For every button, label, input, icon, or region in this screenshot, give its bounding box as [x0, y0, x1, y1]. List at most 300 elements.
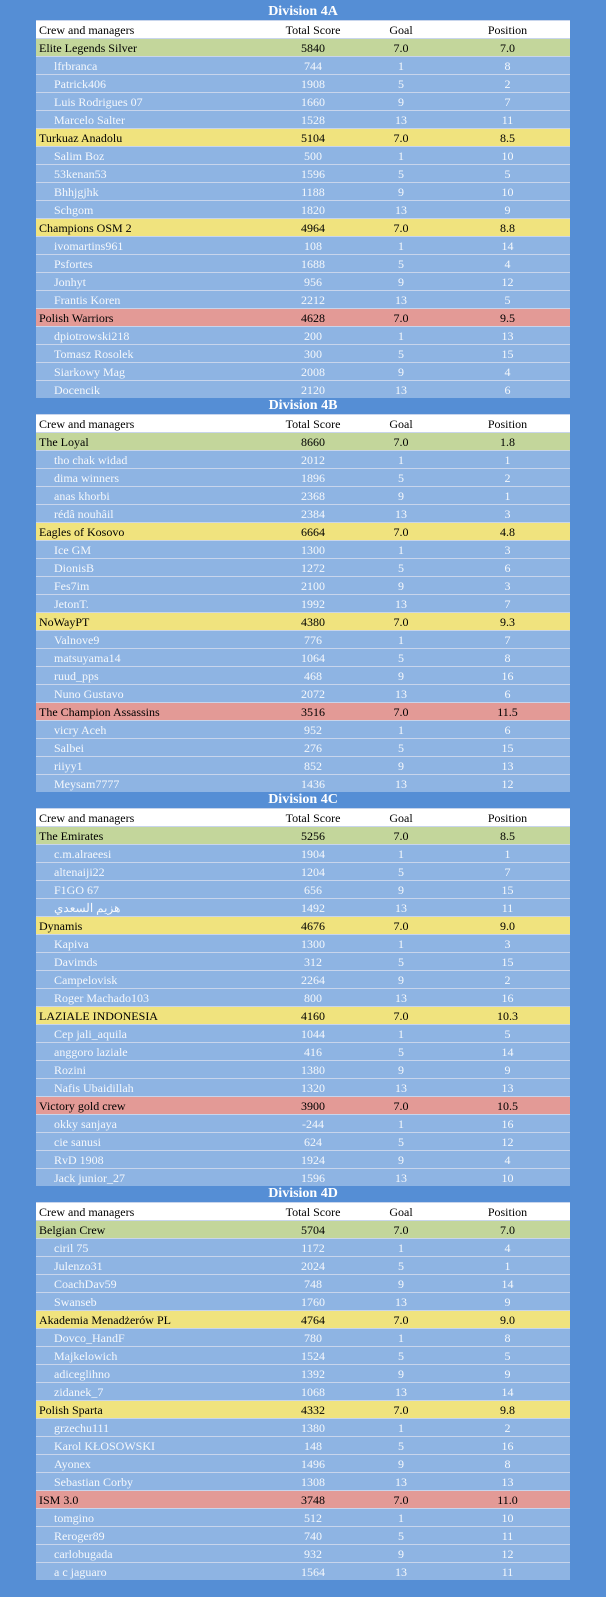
manager-row — [36, 881, 570, 899]
manager-row — [36, 953, 570, 971]
manager-row — [36, 1275, 570, 1293]
crew-name: The Emirates — [36, 827, 269, 845]
manager-row — [36, 989, 570, 1007]
manager-position: 1 — [445, 451, 570, 469]
manager-position: 12 — [445, 1545, 570, 1563]
manager-score: 2024 — [269, 1257, 357, 1275]
manager-row — [36, 1347, 570, 1365]
manager-position: 3 — [445, 935, 570, 953]
crew-total-score: 5704 — [269, 1221, 357, 1239]
manager-goal: 13 — [357, 201, 445, 219]
manager-goal: 13 — [357, 1079, 445, 1097]
manager-name: tho chak widad — [36, 451, 269, 469]
manager-goal: 13 — [357, 1563, 445, 1581]
manager-position: 11 — [445, 1527, 570, 1545]
manager-goal: 5 — [357, 739, 445, 757]
manager-goal: 1 — [357, 541, 445, 559]
manager-name: RvD 1908 — [36, 1151, 269, 1169]
manager-row — [36, 237, 570, 255]
manager-name: Jonhyt — [36, 273, 269, 291]
manager-row — [36, 1419, 570, 1437]
manager-position: 13 — [445, 1473, 570, 1491]
crew-total-score: 5840 — [269, 39, 357, 57]
manager-name: vicry Aceh — [36, 721, 269, 739]
manager-position: 16 — [445, 989, 570, 1007]
crew-row — [36, 309, 570, 327]
manager-position: 7 — [445, 863, 570, 881]
manager-goal: 1 — [357, 1419, 445, 1437]
crew-row — [36, 703, 570, 721]
manager-name: okky sanjaya — [36, 1115, 269, 1133]
manager-name: Marcelo Salter — [36, 111, 269, 129]
manager-position: 6 — [445, 381, 570, 399]
manager-goal: 1 — [357, 1329, 445, 1347]
manager-score: 2384 — [269, 505, 357, 523]
crew-row — [36, 129, 570, 147]
manager-name: riiyy1 — [36, 757, 269, 775]
manager-position: 4 — [445, 1151, 570, 1169]
manager-score: 1492 — [269, 899, 357, 917]
manager-name: Nuno Gustavo — [36, 685, 269, 703]
manager-name: هزيم السعدي — [36, 899, 269, 917]
crew-goal: 7.0 — [357, 1491, 445, 1509]
manager-row — [36, 757, 570, 775]
crew-total-score: 3516 — [269, 703, 357, 721]
manager-score: 740 — [269, 1527, 357, 1545]
manager-name: Dovco_HandF — [36, 1329, 269, 1347]
manager-goal: 13 — [357, 899, 445, 917]
crew-total-score: 8660 — [269, 433, 357, 451]
crew-goal: 7.0 — [357, 1007, 445, 1025]
crew-total-score: 4676 — [269, 917, 357, 935]
manager-row — [36, 255, 570, 273]
crew-row — [36, 1401, 570, 1419]
manager-goal: 1 — [357, 631, 445, 649]
manager-row — [36, 1365, 570, 1383]
crew-goal: 7.0 — [357, 827, 445, 845]
standings-table — [36, 1202, 570, 1580]
manager-row — [36, 381, 570, 399]
crew-name: The Champion Assassins — [36, 703, 269, 721]
manager-row — [36, 721, 570, 739]
manager-name: Meysam7777 — [36, 775, 269, 793]
crew-name: Elite Legends Silver — [36, 39, 269, 57]
crew-row — [36, 1097, 570, 1115]
manager-goal: 5 — [357, 469, 445, 487]
crew-position: 10.3 — [445, 1007, 570, 1025]
header-position: Position — [445, 809, 570, 827]
crew-row — [36, 917, 570, 935]
manager-score: 932 — [269, 1545, 357, 1563]
crew-name: LAZIALE INDONESIA — [36, 1007, 269, 1025]
crew-total-score: 6664 — [269, 523, 357, 541]
manager-goal: 9 — [357, 363, 445, 381]
manager-score: 1688 — [269, 255, 357, 273]
manager-score: 1564 — [269, 1563, 357, 1581]
manager-score: 1064 — [269, 649, 357, 667]
manager-position: 1 — [445, 845, 570, 863]
manager-goal: 1 — [357, 451, 445, 469]
manager-name: JetonT. — [36, 595, 269, 613]
manager-score: 468 — [269, 667, 357, 685]
manager-goal: 1 — [357, 1239, 445, 1257]
crew-goal: 7.0 — [357, 917, 445, 935]
manager-row — [36, 93, 570, 111]
manager-name: Rozini — [36, 1061, 269, 1079]
manager-name: Sebastian Corby — [36, 1473, 269, 1491]
manager-goal: 1 — [357, 327, 445, 345]
crew-total-score: 3900 — [269, 1097, 357, 1115]
table-header-row — [36, 1203, 570, 1221]
manager-row — [36, 1169, 570, 1187]
manager-name: ciril 75 — [36, 1239, 269, 1257]
manager-row — [36, 863, 570, 881]
manager-row — [36, 1329, 570, 1347]
division-division-4a — [36, 3, 570, 398]
manager-name: CoachDav59 — [36, 1275, 269, 1293]
manager-position: 12 — [445, 775, 570, 793]
manager-row — [36, 899, 570, 917]
standings-table — [36, 20, 570, 398]
manager-position: 16 — [445, 1437, 570, 1455]
crew-position: 1.8 — [445, 433, 570, 451]
manager-position: 14 — [445, 1275, 570, 1293]
manager-score: 1436 — [269, 775, 357, 793]
manager-goal: 9 — [357, 971, 445, 989]
manager-score: 312 — [269, 953, 357, 971]
division-division-4b — [36, 397, 570, 792]
crew-name: ISM 3.0 — [36, 1491, 269, 1509]
manager-goal: 9 — [357, 273, 445, 291]
manager-score: 1188 — [269, 183, 357, 201]
manager-score: 2072 — [269, 685, 357, 703]
manager-score: 656 — [269, 881, 357, 899]
crew-goal: 7.0 — [357, 129, 445, 147]
manager-goal: 1 — [357, 57, 445, 75]
manager-name: zidanek_7 — [36, 1383, 269, 1401]
manager-row — [36, 487, 570, 505]
crew-row — [36, 1491, 570, 1509]
manager-name: matsuyama14 — [36, 649, 269, 667]
manager-goal: 13 — [357, 1169, 445, 1187]
crew-total-score: 3748 — [269, 1491, 357, 1509]
manager-name: Swanseb — [36, 1293, 269, 1311]
manager-row — [36, 739, 570, 757]
manager-position: 16 — [445, 667, 570, 685]
crew-goal: 7.0 — [357, 703, 445, 721]
manager-row — [36, 685, 570, 703]
crew-name: Victory gold crew — [36, 1097, 269, 1115]
manager-score: -244 — [269, 1115, 357, 1133]
manager-score: 1300 — [269, 935, 357, 953]
manager-score: 776 — [269, 631, 357, 649]
crew-position: 9.8 — [445, 1401, 570, 1419]
manager-score: 1380 — [269, 1419, 357, 1437]
crew-total-score: 4380 — [269, 613, 357, 631]
crew-position: 9.0 — [445, 917, 570, 935]
manager-goal: 9 — [357, 487, 445, 505]
manager-score: 1760 — [269, 1293, 357, 1311]
manager-position: 15 — [445, 345, 570, 363]
crew-row — [36, 39, 570, 57]
manager-goal: 5 — [357, 1527, 445, 1545]
manager-name: dpiotrowski218 — [36, 327, 269, 345]
manager-name: grzechu111 — [36, 1419, 269, 1437]
manager-position: 3 — [445, 577, 570, 595]
manager-position: 6 — [445, 559, 570, 577]
manager-position: 7 — [445, 595, 570, 613]
crew-goal: 7.0 — [357, 309, 445, 327]
manager-score: 952 — [269, 721, 357, 739]
manager-position: 14 — [445, 237, 570, 255]
manager-goal: 1 — [357, 1509, 445, 1527]
manager-position: 4 — [445, 363, 570, 381]
manager-position: 2 — [445, 469, 570, 487]
manager-row — [36, 1151, 570, 1169]
manager-row — [36, 1079, 570, 1097]
manager-position: 11 — [445, 899, 570, 917]
manager-score: 2212 — [269, 291, 357, 309]
manager-name: Frantis Koren — [36, 291, 269, 309]
division-title: Division 4B — [268, 398, 338, 413]
manager-goal: 9 — [357, 1545, 445, 1563]
manager-goal: 13 — [357, 1293, 445, 1311]
manager-position: 14 — [445, 1043, 570, 1061]
crew-goal: 7.0 — [357, 613, 445, 631]
manager-score: 1392 — [269, 1365, 357, 1383]
manager-score: 2264 — [269, 971, 357, 989]
manager-position: 11 — [445, 111, 570, 129]
manager-score: 2012 — [269, 451, 357, 469]
manager-row — [36, 165, 570, 183]
header-position: Position — [445, 1203, 570, 1221]
header-position: Position — [445, 415, 570, 433]
crew-row — [36, 433, 570, 451]
manager-position: 11 — [445, 1563, 570, 1581]
manager-name: Salim Boz — [36, 147, 269, 165]
crew-total-score: 4160 — [269, 1007, 357, 1025]
header-crew: Crew and managers — [36, 415, 269, 433]
manager-name: Kapiva — [36, 935, 269, 953]
manager-goal: 5 — [357, 345, 445, 363]
manager-goal: 13 — [357, 775, 445, 793]
manager-name: carlobugada — [36, 1545, 269, 1563]
header-position: Position — [445, 21, 570, 39]
manager-position: 15 — [445, 881, 570, 899]
manager-position: 13 — [445, 327, 570, 345]
manager-score: 1300 — [269, 541, 357, 559]
manager-goal: 9 — [357, 1151, 445, 1169]
crew-name: The Loyal — [36, 433, 269, 451]
manager-goal: 13 — [357, 291, 445, 309]
manager-position: 14 — [445, 1383, 570, 1401]
manager-row — [36, 595, 570, 613]
manager-name: Cep jali_aquila — [36, 1025, 269, 1043]
manager-goal: 9 — [357, 1455, 445, 1473]
crew-position: 9.0 — [445, 1311, 570, 1329]
standings-table — [36, 414, 570, 792]
manager-row — [36, 1025, 570, 1043]
manager-score: 500 — [269, 147, 357, 165]
standings-table — [36, 808, 570, 1186]
manager-score: 744 — [269, 57, 357, 75]
manager-row — [36, 1383, 570, 1401]
manager-row — [36, 451, 570, 469]
manager-row — [36, 327, 570, 345]
crew-goal: 7.0 — [357, 1221, 445, 1239]
manager-row — [36, 57, 570, 75]
manager-goal: 13 — [357, 1473, 445, 1491]
manager-row — [36, 1563, 570, 1581]
manager-name: Davimds — [36, 953, 269, 971]
crew-goal: 7.0 — [357, 1097, 445, 1115]
crew-position: 8.5 — [445, 827, 570, 845]
manager-row — [36, 111, 570, 129]
manager-position: 10 — [445, 1169, 570, 1187]
manager-row — [36, 505, 570, 523]
manager-score: 800 — [269, 989, 357, 1007]
crew-name: Polish Warriors — [36, 309, 269, 327]
manager-score: 148 — [269, 1437, 357, 1455]
division-title: Division 4A — [268, 4, 338, 19]
manager-score: 1528 — [269, 111, 357, 129]
manager-goal: 1 — [357, 1115, 445, 1133]
manager-goal: 9 — [357, 183, 445, 201]
manager-name: Ice GM — [36, 541, 269, 559]
manager-position: 10 — [445, 147, 570, 165]
crew-position: 8.8 — [445, 219, 570, 237]
manager-score: 1068 — [269, 1383, 357, 1401]
manager-row — [36, 1437, 570, 1455]
table-header-row — [36, 809, 570, 827]
manager-goal: 5 — [357, 165, 445, 183]
table-header-row — [36, 21, 570, 39]
manager-position: 9 — [445, 1365, 570, 1383]
manager-goal: 13 — [357, 989, 445, 1007]
manager-goal: 5 — [357, 559, 445, 577]
manager-position: 6 — [445, 685, 570, 703]
manager-row — [36, 935, 570, 953]
header-goal: Goal — [357, 21, 445, 39]
manager-position: 2 — [445, 75, 570, 93]
manager-position: 8 — [445, 57, 570, 75]
manager-name: Julenzo31 — [36, 1257, 269, 1275]
manager-name: Fes7im — [36, 577, 269, 595]
crew-total-score: 4628 — [269, 309, 357, 327]
manager-name: Majkelowich — [36, 1347, 269, 1365]
manager-score: 780 — [269, 1329, 357, 1347]
manager-score: 1380 — [269, 1061, 357, 1079]
division-title: Division 4D — [268, 1186, 338, 1201]
manager-position: 3 — [445, 505, 570, 523]
manager-position: 1 — [445, 1257, 570, 1275]
manager-score: 1992 — [269, 595, 357, 613]
manager-position: 13 — [445, 1079, 570, 1097]
crew-goal: 7.0 — [357, 1311, 445, 1329]
division-division-4d — [36, 1185, 570, 1580]
manager-goal: 5 — [357, 1347, 445, 1365]
manager-position: 8 — [445, 649, 570, 667]
manager-name: Ayonex — [36, 1455, 269, 1473]
manager-row — [36, 1545, 570, 1563]
header-crew: Crew and managers — [36, 809, 269, 827]
manager-goal: 9 — [357, 667, 445, 685]
manager-goal: 9 — [357, 1061, 445, 1079]
manager-score: 108 — [269, 237, 357, 255]
header-crew: Crew and managers — [36, 21, 269, 39]
manager-goal: 5 — [357, 1257, 445, 1275]
crew-position: 8.5 — [445, 129, 570, 147]
manager-goal: 9 — [357, 577, 445, 595]
crew-position: 4.8 — [445, 523, 570, 541]
crew-row — [36, 1311, 570, 1329]
manager-row — [36, 1061, 570, 1079]
manager-name: rédâ nouhâil — [36, 505, 269, 523]
manager-row — [36, 147, 570, 165]
division-title: Division 4C — [268, 792, 338, 807]
manager-name: Luis Rodrigues 07 — [36, 93, 269, 111]
manager-row — [36, 1509, 570, 1527]
crew-row — [36, 219, 570, 237]
manager-score: 1320 — [269, 1079, 357, 1097]
manager-name: Tomasz Rosolek — [36, 345, 269, 363]
manager-position: 6 — [445, 721, 570, 739]
header-goal: Goal — [357, 1203, 445, 1221]
manager-name: dima winners — [36, 469, 269, 487]
manager-goal: 5 — [357, 75, 445, 93]
manager-name: a c jaguaro — [36, 1563, 269, 1581]
manager-position: 15 — [445, 739, 570, 757]
header-total-score: Total Score — [269, 1203, 357, 1221]
manager-name: anas khorbi — [36, 487, 269, 505]
manager-goal: 13 — [357, 595, 445, 613]
manager-goal: 9 — [357, 881, 445, 899]
manager-name: anggoro laziale — [36, 1043, 269, 1061]
manager-name: ruud_pps — [36, 667, 269, 685]
manager-row — [36, 631, 570, 649]
manager-goal: 13 — [357, 1383, 445, 1401]
manager-score: 2368 — [269, 487, 357, 505]
crew-position: 9.5 — [445, 309, 570, 327]
manager-position: 9 — [445, 1061, 570, 1079]
manager-row — [36, 1455, 570, 1473]
manager-row — [36, 1115, 570, 1133]
manager-row — [36, 845, 570, 863]
manager-name: Siarkowy Mag — [36, 363, 269, 381]
manager-name: lfrbranca — [36, 57, 269, 75]
manager-row — [36, 775, 570, 793]
manager-row — [36, 1239, 570, 1257]
manager-row — [36, 1293, 570, 1311]
manager-row — [36, 291, 570, 309]
manager-position: 15 — [445, 953, 570, 971]
crew-goal: 7.0 — [357, 433, 445, 451]
manager-name: Bhhjgjhk — [36, 183, 269, 201]
manager-goal: 1 — [357, 1025, 445, 1043]
crew-position: 10.5 — [445, 1097, 570, 1115]
manager-position: 5 — [445, 1347, 570, 1365]
manager-goal: 1 — [357, 845, 445, 863]
manager-score: 200 — [269, 327, 357, 345]
header-goal: Goal — [357, 809, 445, 827]
manager-goal: 13 — [357, 111, 445, 129]
manager-name: c.m.alraeesi — [36, 845, 269, 863]
manager-goal: 1 — [357, 935, 445, 953]
manager-name: cie sanusi — [36, 1133, 269, 1151]
manager-goal: 13 — [357, 685, 445, 703]
manager-score: 1596 — [269, 1169, 357, 1187]
manager-name: Valnove9 — [36, 631, 269, 649]
